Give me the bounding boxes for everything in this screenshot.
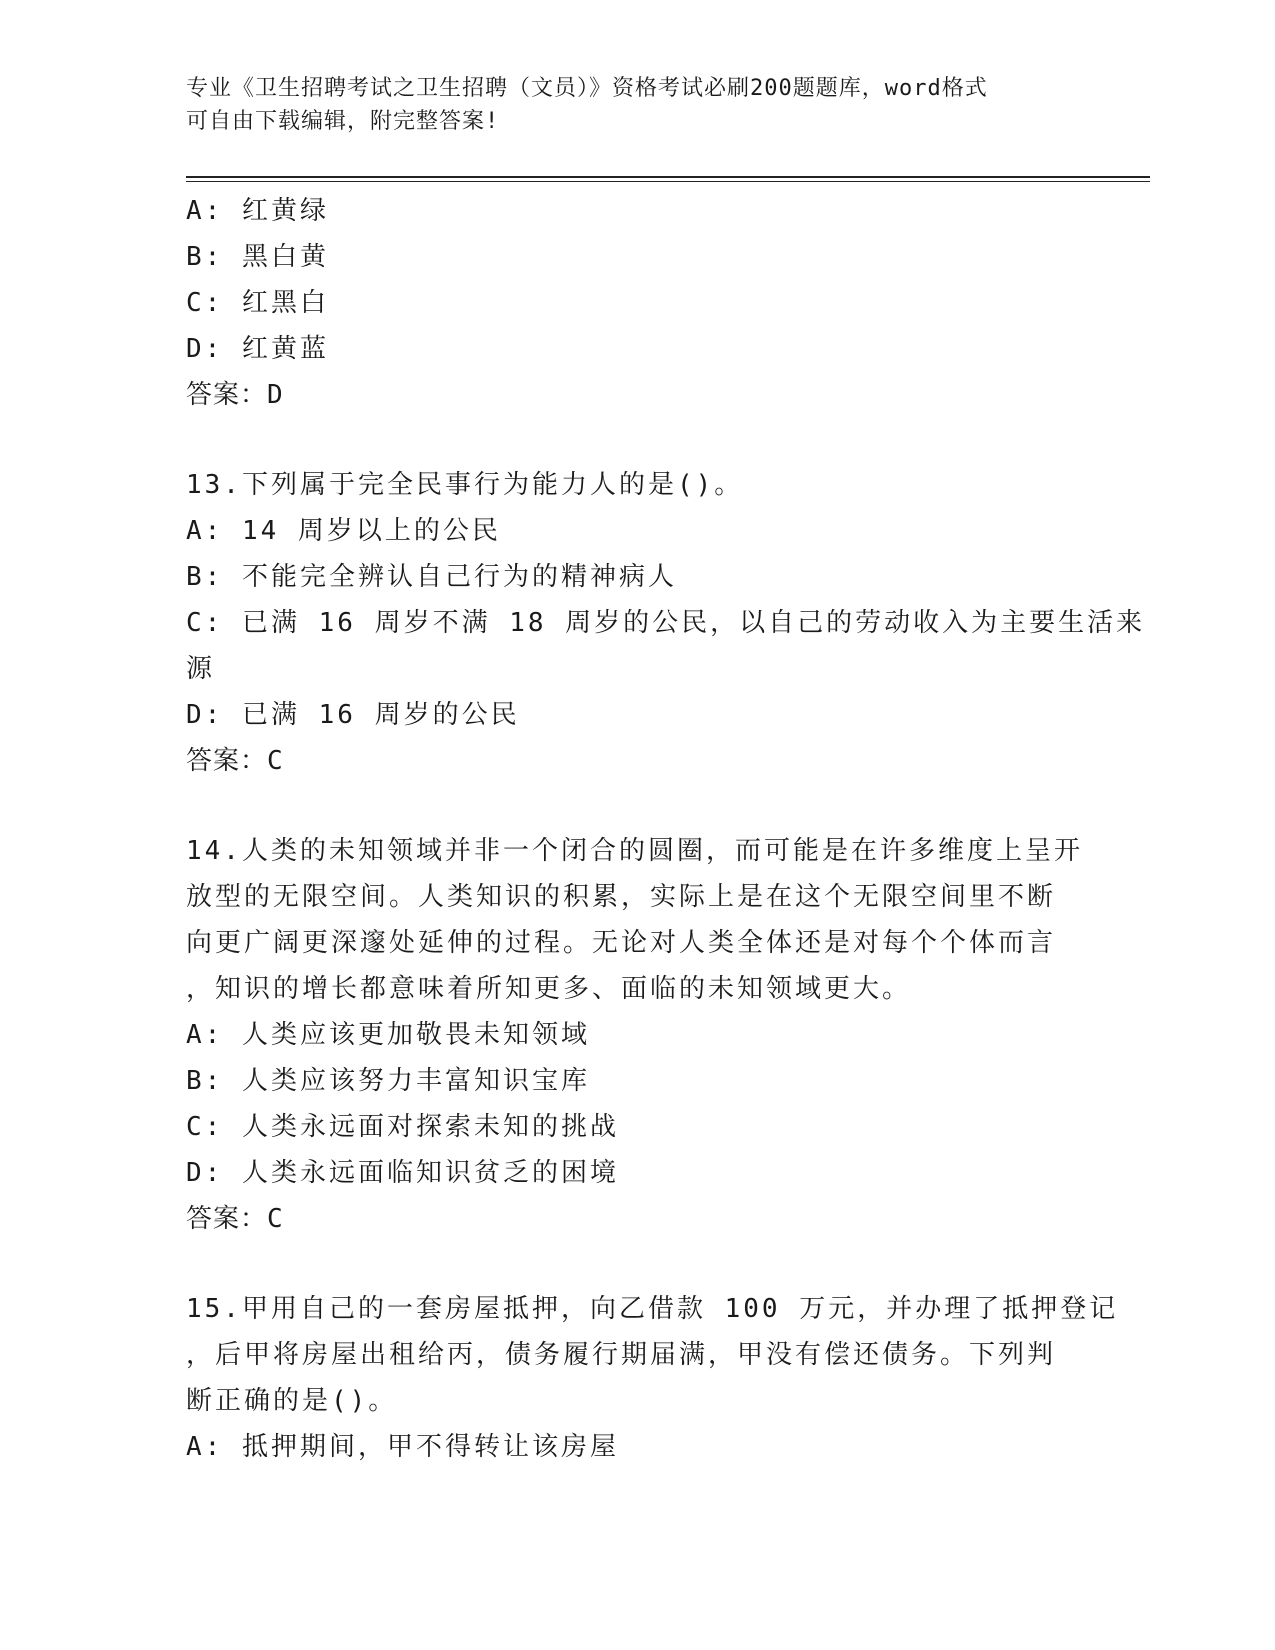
question-spacer	[186, 1242, 1066, 1286]
answer-line: 答案：C	[186, 746, 284, 776]
option-b: B: 不能完全辨认自己行为的精神病人	[186, 562, 677, 592]
option-c: C: 人类永远面对探索未知的挑战	[186, 1112, 619, 1142]
header-rule-thin	[186, 181, 1150, 182]
option-b: B: 人类应该努力丰富知识宝库	[186, 1066, 590, 1096]
question-stem: 向更广阔更深邃处延伸的过程。无论对人类全体还是对每个个体而言	[186, 928, 1057, 958]
option-a: A: 红黄绿	[186, 196, 329, 226]
option-a: A: 抵押期间，甲不得转让该房屋	[186, 1432, 619, 1462]
question-14	[186, 828, 1083, 1242]
question-stem: 15.甲用自己的一套房屋抵押，向乙借款 100 万元，并办理了抵押登记	[186, 1294, 1119, 1324]
header-rule-thick	[186, 176, 1150, 178]
document-header	[186, 72, 1086, 138]
question-stem: ，知识的增长都意味着所知更多、面临的未知领域更大。	[186, 974, 912, 1004]
answer-line: 答案：D	[186, 380, 284, 410]
header-title-line: 专业《卫生招聘考试之卫生招聘（文员）》资格考试必刷200题题库，word格式	[186, 76, 988, 101]
question-spacer	[186, 784, 1066, 828]
option-c: C: 已满 16 周岁不满 18 周岁的公民，以自己的劳动收入为主要生活来	[186, 608, 1146, 638]
question-stem: 13.下列属于完全民事行为能力人的是()。	[186, 470, 744, 500]
option-c: C: 红黑白	[186, 288, 329, 318]
header-subtitle-line: 可自由下载编辑，附完整答案!	[186, 109, 500, 134]
question-list	[186, 188, 1146, 1470]
question-spacer	[186, 418, 1066, 462]
option-c-continued: 源	[186, 654, 216, 684]
question-stem: 断正确的是()。	[186, 1386, 398, 1416]
option-d: D: 已满 16 周岁的公民	[186, 700, 520, 730]
option-d: D: 人类永远面临知识贫乏的困境	[186, 1158, 619, 1188]
option-d: D: 红黄蓝	[186, 334, 329, 364]
question-15	[186, 1286, 1119, 1470]
option-b: B: 黑白黄	[186, 242, 329, 272]
question-stem: 14.人类的未知领域并非一个闭合的圆圈，而可能是在许多维度上呈开	[186, 836, 1083, 866]
option-a: A: 人类应该更加敬畏未知领域	[186, 1020, 590, 1050]
question-13	[186, 462, 1146, 784]
option-a: A: 14 周岁以上的公民	[186, 516, 501, 546]
question-stem: 放型的无限空间。人类知识的积累，实际上是在这个无限空间里不断	[186, 882, 1057, 912]
question-12	[186, 188, 1066, 418]
question-stem: ，后甲将房屋出租给丙，债务履行期届满，甲没有偿还债务。下列判	[186, 1340, 1057, 1370]
answer-line: 答案：C	[186, 1204, 284, 1234]
